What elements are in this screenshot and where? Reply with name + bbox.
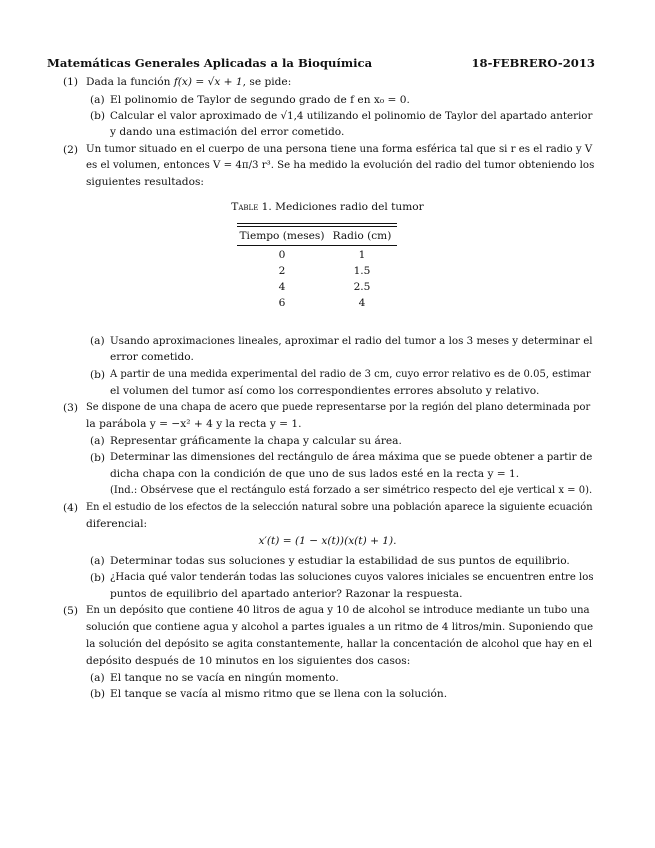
q4b-line-1: ¿Hacia qué valor tenderán todas las soluciones cuyos valores iniciales se encuentren entre los [110, 572, 594, 583]
table-cell: 6 [278, 297, 286, 309]
q1-stem-math: f(x) = √x + 1 [173, 76, 243, 88]
q2-line-2: es el volumen, entonces V = 4π/3 r³. Se ha medido la evolución del radio del tumor obteniendo los [86, 160, 595, 171]
q4a-label: (a) [90, 555, 105, 567]
q1b-label: (b) [90, 110, 106, 122]
q1a-text: El polinomio de Taylor de segundo grado de f en x₀ = 0. [110, 94, 410, 106]
q3-line-2: la parábola y = −x² + 4 y la recta y = 1. [86, 418, 302, 430]
q5-line-1: En un depósito que contiene 40 litros de agua y 10 de alcohol se introduce mediante un tubo una [86, 605, 590, 616]
q4-line-2: diferencial: [86, 518, 148, 530]
table-cell: 1 [358, 249, 366, 261]
q1a-label: (a) [90, 94, 105, 106]
q2b-line-1: A partir de una medida experimental del radio de 3 cm, cuyo error relativo es de 0.05, estimar [110, 369, 591, 380]
q5a-text: El tanque no se vacía en ningún momento. [110, 672, 339, 684]
q3b-label: (b) [90, 452, 106, 464]
q4b-label: (b) [90, 572, 106, 584]
q3b-line-2: dicha chapa con la condición de que uno de sus lados esté en la recta y = 1. [110, 468, 520, 480]
q3b-line-3: (Ind.: Obsérvese que el rectángulo está forzado a ser simétrico respecto del eje vertical x = 0). [110, 485, 593, 496]
q3-line-1: Se dispone de una chapa de acero que puede representarse por la región del plano determinada por [86, 402, 591, 413]
q4-number: (4) [63, 502, 79, 514]
q4b-line-2: puntos de equilibrio del apartado anterior? Razonar la respuesta. [110, 588, 463, 600]
q2-line-1: Un tumor situado en el cuerpo de una persona tiene una forma esférica tal que si r es el radio y V [86, 144, 593, 155]
q5-line-3: la solución del depósito se agita constantemente, hallar la concentación de alcohol que hay en el [86, 638, 593, 650]
table-header-time: Tiempo (meses) [239, 230, 325, 242]
q2a-line-1: Usando aproximaciones lineales, aproximar el radio del tumor a los 3 meses y determinar el [110, 335, 593, 347]
q5a-label: (a) [90, 672, 105, 684]
table-cell: 2 [278, 265, 286, 277]
q1-number: (1) [63, 76, 79, 88]
q2-number: (2) [63, 144, 79, 156]
q3a-label: (a) [90, 435, 105, 447]
q1-stem-text-a: Dada la función [86, 76, 174, 88]
header [47, 56, 595, 72]
q3a-text: Representar gráficamente la chapa y calcular su área. [110, 435, 402, 447]
exam-date: 18-FEBRERO-2013 [471, 56, 595, 70]
table-cell: 1.5 [353, 265, 371, 277]
table-top-rule-2 [237, 226, 397, 227]
table-cell: 4 [358, 297, 366, 309]
q4a-text: Determinar todas sus soluciones y estudiar la estabilidad de sus puntos de equilibrio. [110, 555, 570, 567]
q2a-label: (a) [90, 335, 105, 347]
q5-line-4: depósito después de 10 minutos en los siguientes dos casos: [86, 655, 411, 667]
q5-number: (5) [63, 605, 79, 617]
q2-line-3: siguientes resultados: [86, 176, 204, 188]
table-caption-text: Mediciones radio del tumor [275, 201, 424, 213]
q2b-label: (b) [90, 369, 106, 381]
q1b-line-2: y dando una estimación del error cometido. [110, 126, 345, 138]
q3-number: (3) [63, 402, 79, 414]
q2b-line-2: el volumen del tumor así como los correspondientes errores absoluto y relativo. [110, 385, 540, 397]
exam-title: Matemáticas Generales Aplicadas a la Bioquímica [47, 56, 373, 70]
table-cell: 4 [278, 281, 286, 293]
q5b-label: (b) [90, 688, 106, 700]
table-cell: 2.5 [353, 281, 371, 293]
table-caption-label: Table 1. [231, 201, 272, 213]
q1b-line-1: Calcular el valor aproximado de √1,4 utilizando el polinomio de Taylor del apartado anterior [110, 110, 593, 122]
q5b-text: El tanque se vacía al mismo ritmo que se llena con la solución. [110, 688, 448, 700]
q4-line-1: En el estudio de los efectos de la selección natural sobre una población aparece la siguiente ecuación [86, 502, 593, 513]
table-caption [0, 200, 655, 214]
q5-line-2: solución que contiene agua y alcohol a partes iguales a un ritmo de 4 litros/min. Suponiendo que [86, 621, 594, 633]
q3b-line-1: Determinar las dimensiones del rectángulo de área máxima que se puede obtener a partir de [110, 452, 593, 463]
table-top-rule-1 [237, 223, 397, 224]
q1-stem-text-b: , se pide: [242, 76, 292, 88]
table-cell: 0 [278, 249, 286, 261]
q2a-line-2: error cometido. [110, 351, 194, 363]
table-header-rule [237, 245, 397, 246]
q1-stem [86, 75, 291, 89]
table-header-radius: Radio (cm) [332, 230, 392, 242]
differential-equation: x′(t) = (1 − x(t))(x(t) + 1). [258, 535, 397, 547]
